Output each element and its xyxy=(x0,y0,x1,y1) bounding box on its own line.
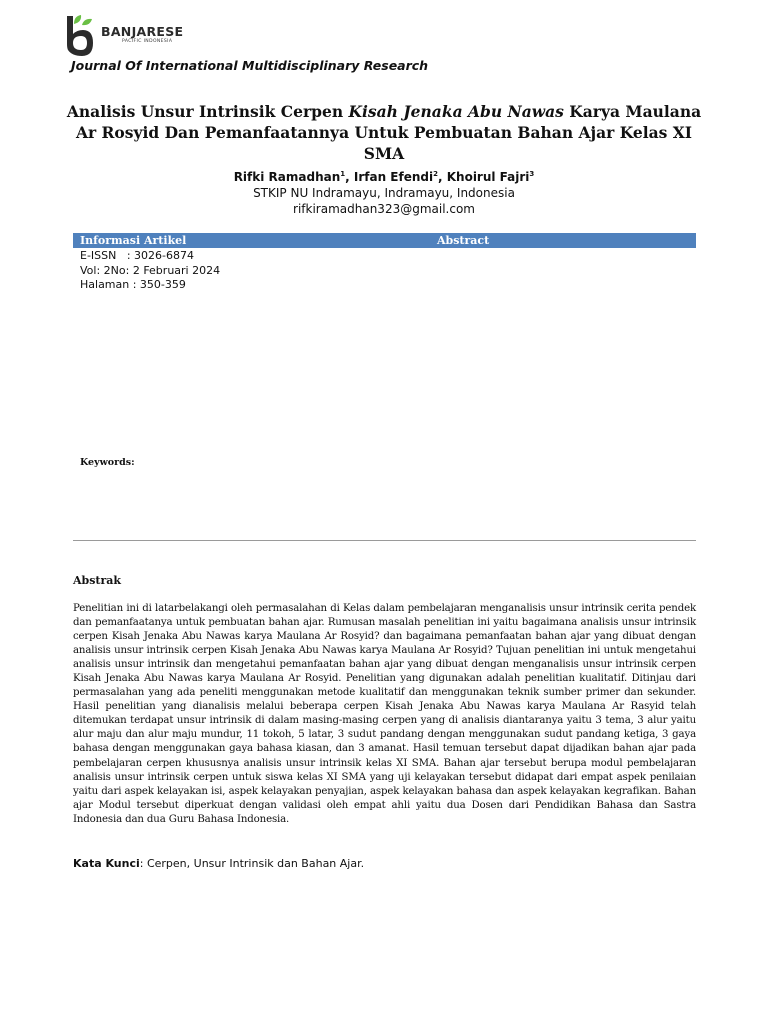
author-sep: , xyxy=(437,170,447,184)
logo-leaf-right xyxy=(82,19,92,25)
title-part-2: Karya Maulana Ar Rosyid Dan Pemanfaatannya Untuk Pembuatan Bahan Ajar Kelas XI SMA xyxy=(75,102,702,163)
meta-eissn: E-ISSN : 3026-6874 xyxy=(80,249,195,262)
article-info-header xyxy=(73,233,696,248)
title-italic: Kisah Jenaka Abu Nawas xyxy=(348,102,564,121)
kata-kunci xyxy=(73,857,364,870)
meta-volume: Vol: 2No: 2 Februari 2024 xyxy=(80,263,221,277)
title-part-1: Analisis Unsur Intrinsik Cerpen xyxy=(66,102,349,121)
author-name: Khoirul Fajri xyxy=(446,170,530,184)
author-sup: 3 xyxy=(529,170,535,178)
abstrak-body: Penelitian ini di latarbelakangi oleh permasalahan di Kelas dalam pembelajaran menganalisis unsur intrinsik cerita pendek dan pemanfaatanya untuk pembuatan bahan ajar. Rumusan masalah penelitian ini yaitu bagaimana analisis unsur intrinsik cerpen Kisah Jenaka Abu Nawas karya Maulana Ar Rosyid? dan bagaimana pemanfaatan bahan ajar yang dibuat dengan analisis unsur intrinsik cerpen Kisah Jenaka Abu Nawas karya Maulana Ar Rosyid? Tujuan penelitian ini untuk mengetahui analisis unsur intrinsik dan mengetahui pemanfaatan bahan ajar yang dibuat dengan menganalisis unsur intrinsik cerpen Kisah Jenaka Abu Nawas karya Maulana Ar Rosyid. Penelitian yang digunakan adalah penelitian kualitatif. Ditinjau dari permasalahan yang ada peneliti menggunakan metode kualitatif dan menggunakan teknik sumber primer dan sekunder. Hasil penelitian yang dianalisis melalui beberapa cerpen Kisah Jenaka Abu Nawas karya Maulana Ar Rasyid telah ditemukan terdapat unsur intrinsik di dalam masing-masing cerpen yang di analisis diantaranya yaitu 3 tema, 3 alur yaitu alur maju dan alur maju mundur, 11 tokoh, 5 latar, 3 sudut pandang dengan menggunakan sudut pandang ketiga, 3 gaya bahasa dengan menggunakan gaya bahasa kiasan, dan 3 amanat. Hasil temuan tersebut dapat dijadikan bahan ajar pada pembelajaran cerpen khususnya analisis unsur intrinsik kelas XI SMA. Bahan ajar tersebut berupa modul pembelajaran analisis unsur intrinsik cerpen untuk siswa kelas XI SMA yang uji kelayakan tersebut didapat dari empat aspek penilaian yaitu dari aspek kelayakan isi, aspek kelayakan penyajian, aspek kelayakan bahasa dan aspek kelayakan kegrafikan. Bahan ajar Modul tersebut diperkuat dengan validasi oleh empat ahli yaitu dua Dosen dari Pendidikan Bahasa dan Sastra Indonesia dan dua Guru Bahasa Indonesia. xyxy=(73,603,696,825)
journal-name: Journal Of International Multidisciplinary Research xyxy=(71,58,429,73)
author-sup: 1 xyxy=(340,170,346,178)
article-title xyxy=(60,101,708,164)
author-name: Irfan Efendi xyxy=(353,170,434,184)
kata-kunci-value: : Cerpen, Unsur Intrinsik dan Bahan Ajar. xyxy=(139,857,365,870)
authors xyxy=(60,170,708,184)
info-header-left: Informasi Artikel xyxy=(80,234,187,247)
author-name: Rifki Ramadhan xyxy=(233,170,341,184)
kata-kunci-label: Kata Kunci xyxy=(73,857,140,870)
article-meta xyxy=(80,249,220,293)
logo-leaf-left xyxy=(74,15,81,24)
meta-pages: Halaman : 350-359 xyxy=(80,278,186,291)
info-header-right: Abstract xyxy=(437,234,490,247)
author-email[interactable]: rifkiramadhan323@gmail.com xyxy=(293,202,475,216)
logo-subtitle: PACIFIC INDONESIA xyxy=(122,39,173,44)
author-sup: 2 xyxy=(433,170,438,178)
affiliation: STKIP NU Indramayu, Indramayu, Indonesia xyxy=(253,186,515,200)
logo-name: BANJARESE xyxy=(101,24,184,39)
author-sep: , xyxy=(345,170,354,184)
keywords-label: Keywords: xyxy=(80,457,135,468)
abstrak-heading: Abstrak xyxy=(73,574,122,587)
section-divider xyxy=(73,540,696,541)
